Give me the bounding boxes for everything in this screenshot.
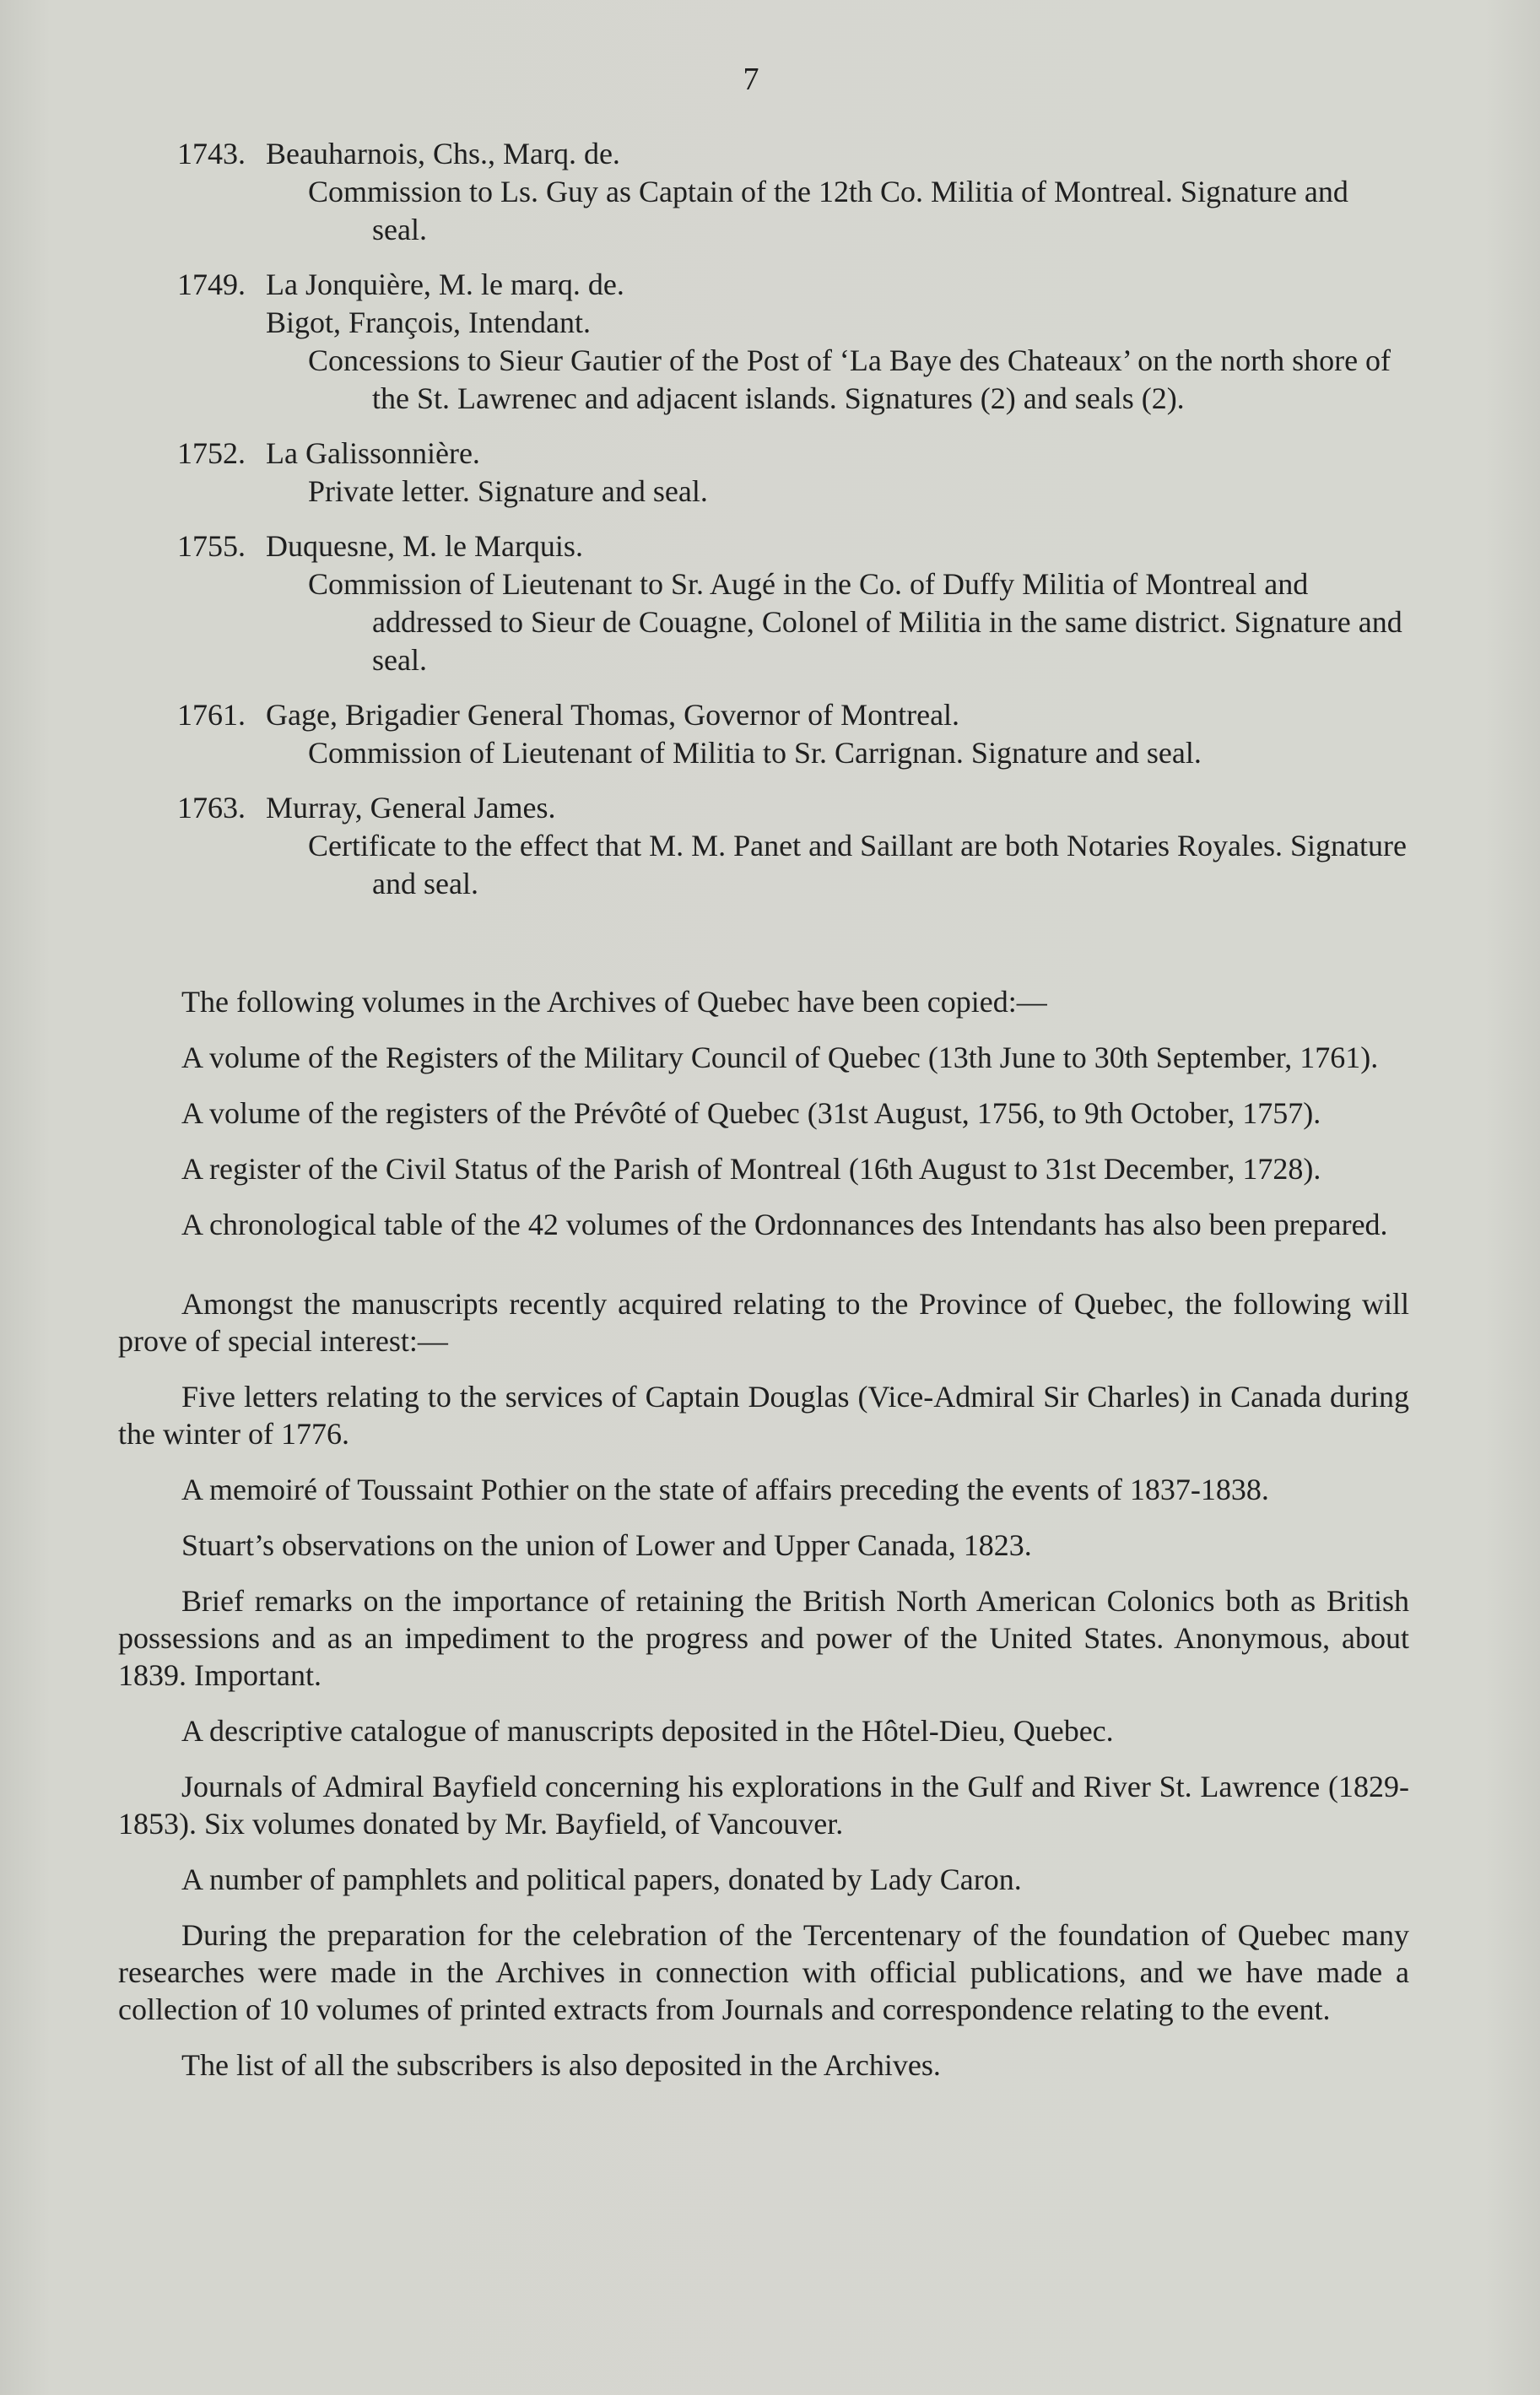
catalog-entry (177, 135, 1409, 249)
entry-name: La Jonquière, M. le marq. de. (266, 268, 624, 301)
body-paragraph: The following volumes in the Archives of Quebec have been copied:— (181, 985, 1047, 1019)
entry-description: Commission to Ls. Guy as Captain of the 12th Co. Militia of Montreal. Signature and seal. (308, 175, 1348, 246)
entry-heading (177, 527, 1409, 565)
entry-description: Concessions to Sieur Gautier of the Post of ‘La Baye des Chateaux’ on the north shore of the St. Lawrenec and adjacent islands. Signatures (2) and seals (2). (308, 343, 1391, 415)
body-paragraph: A volume of the registers of the Prévôté of Quebec (31st August, 1756, to 9th October, 1757). (181, 1096, 1321, 1130)
entry-name: Beauharnois, Chs., Marq. de. (266, 137, 620, 170)
entry-name: Gage, Brigadier General Thomas, Governor of Montreal. (266, 698, 960, 732)
entry-description: Commission of Lieutenant of Militia to Sr. Carrignan. Signature and seal. (308, 736, 1202, 770)
catalog-entry (177, 789, 1409, 903)
catalog-entry (177, 266, 1409, 418)
catalog-entry (177, 527, 1409, 679)
entry-name: Bigot, François, Intendant. (266, 305, 591, 339)
body-paragraph: The list of all the subscribers is also deposited in the Archives. (181, 2048, 941, 2082)
entry-year: 1755. (177, 529, 246, 563)
entry-description: Private letter. Signature and seal. (308, 474, 708, 508)
entry-year: 1749. (177, 268, 246, 301)
entry-year: 1752. (177, 436, 246, 470)
entry-name: Murray, General James. (266, 791, 556, 824)
entry-name: Duquesne, M. le Marquis. (266, 529, 583, 563)
body-paragraph: Amongst the manuscripts recently acquired relating to the Province of Quebec, the following will prove of special interest:— (118, 1287, 1409, 1358)
body-paragraph: A register of the Civil Status of the Parish of Montreal (16th August to 31st December, 1728). (181, 1152, 1321, 1186)
body-paragraph: Five letters relating to the services of Captain Douglas (Vice-Admiral Sir Charles) in Canada during the winter of 1776. (118, 1380, 1409, 1451)
entry-secondary-name (177, 304, 1409, 342)
catalog-entry (177, 435, 1409, 511)
entry-year: 1763. (177, 791, 246, 824)
entry-heading (177, 266, 1409, 304)
report-body (118, 983, 1409, 2102)
entry-heading (177, 135, 1409, 173)
signature-catalog (177, 135, 1409, 920)
body-paragraph: A descriptive catalogue of manuscripts deposited in the Hôtel-Dieu, Quebec. (181, 1714, 1114, 1748)
entry-year: 1743. (177, 137, 246, 170)
body-paragraph: Stuart’s observations on the union of Lower and Upper Canada, 1823. (181, 1528, 1032, 1562)
entry-name: La Galissonnière. (266, 436, 480, 470)
entry-description: Commission of Lieutenant to Sr. Augé in the Co. of Duffy Militia of Montreal and addressed to Sieur de Couagne, Colonel of Militia in the same district. Signature and seal. (308, 567, 1402, 677)
body-paragraph: Brief remarks on the importance of retaining the British North American Colonics both as British possessions and as an impediment to the progress and power of the United States. Anonymous, about 1839. Important. (118, 1584, 1409, 1692)
body-paragraph: A volume of the Registers of the Military Council of Quebec (13th June to 30th September, 1761). (181, 1041, 1379, 1074)
body-paragraph: During the preparation for the celebration of the Tercentenary of the foundation of Quebec many researches were made in the Archives in connection with official publications, and we have made a collection of 10 volumes of printed extracts from Journals and correspondence relating to the event. (118, 1918, 1409, 2026)
entry-heading (177, 789, 1409, 827)
entry-description: Certificate to the effect that M. M. Panet and Saillant are both Notaries Royales. Signature and seal. (308, 829, 1407, 900)
body-paragraph: A memoiré of Toussaint Pothier on the state of affairs preceding the events of 1837-1838. (181, 1473, 1269, 1506)
entry-heading (177, 435, 1409, 473)
body-paragraph: A number of pamphlets and political papers, donated by Lady Caron. (181, 1862, 1022, 1896)
body-paragraph: A chronological table of the 42 volumes of the Ordonnances des Intendants has also been prepared. (181, 1208, 1388, 1241)
entry-year: 1761. (177, 698, 246, 732)
catalog-entry (177, 696, 1409, 772)
page-number: 7 (743, 62, 759, 97)
body-paragraph: Journals of Admiral Bayfield concerning his explorations in the Gulf and River St. Lawrence (1829-1853). Six volumes donated by Mr. Bayfield, of Vancouver. (118, 1770, 1409, 1841)
entry-heading (177, 696, 1409, 734)
